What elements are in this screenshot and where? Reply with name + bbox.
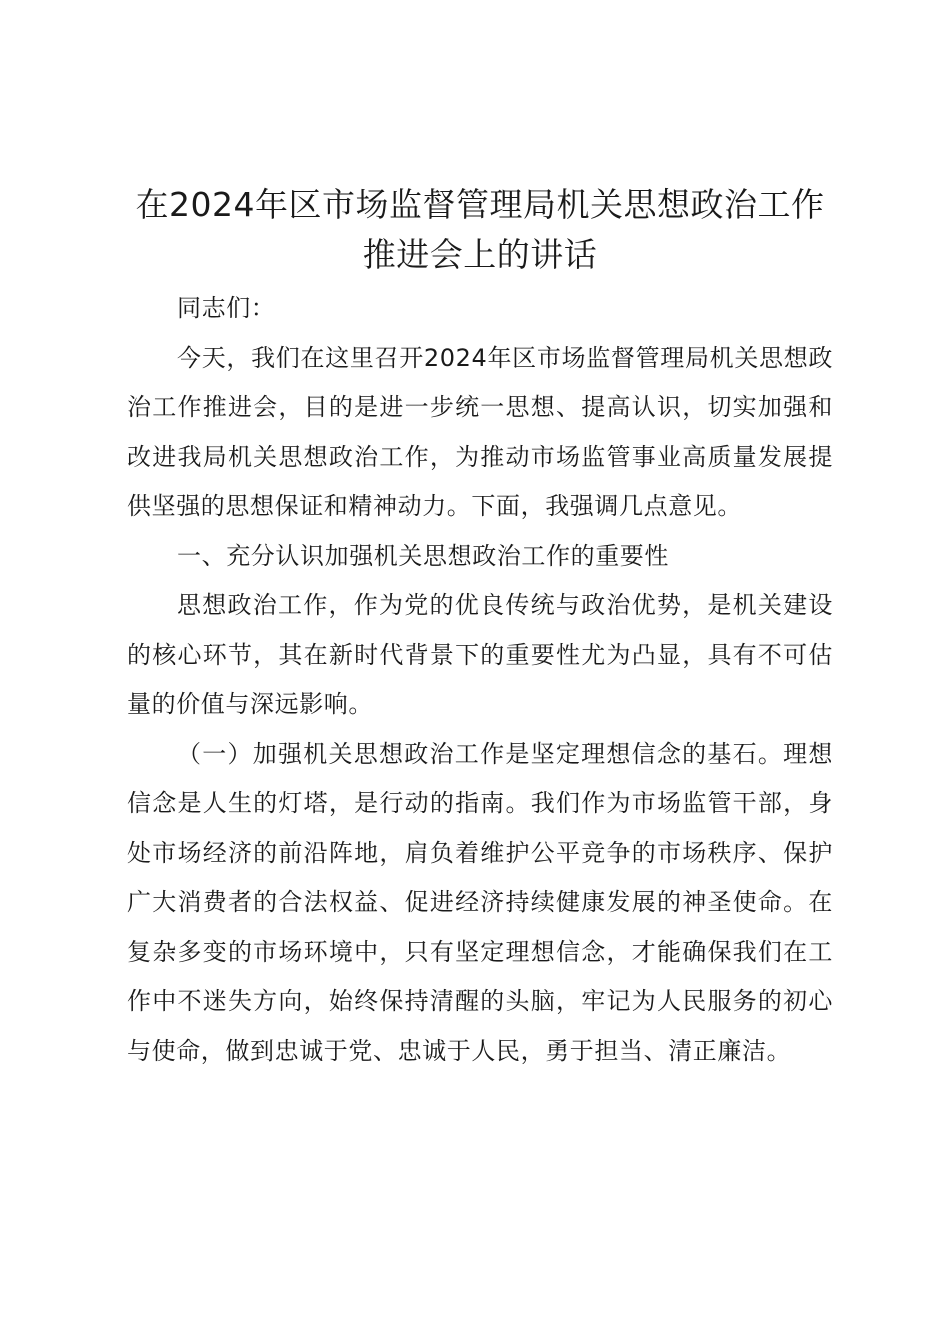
document-page	[127, 180, 833, 1076]
section-heading-1: 一、充分认识加强机关思想政治工作的重要性	[177, 541, 669, 570]
paragraph-intro: 今天，我们在这里召开2024年区市场监督管理局机关思想政治工作推进会，目的是进一步统一思想、提高认识，切实加强和改进我局机关思想政治工作，为推动市场监管事业高质量发展提供坚强的思想保证和精神动力。下面，我强调几点意见。	[127, 343, 833, 520]
paragraph-subsection-1: （一）加强机关思想政治工作是坚定理想信念的基石。理想信念是人生的灯塔，是行动的指南。我们作为市场监管干部，身处市场经济的前沿阵地，肩负着维护公平竞争的市场秩序、保护广大消费者的合法权益、促进经济持续健康发展的神圣使命。在复杂多变的市场环境中，只有坚定理想信念，才能确保我们在工作中不迷失方向，始终保持清醒的头脑，牢记为人民服务的初心与使命，做到忠诚于党、忠诚于人民，勇于担当、清正廉洁。	[127, 739, 833, 1065]
salutation: 同志们：	[177, 294, 276, 322]
paragraph-section-1: 思想政治工作，作为党的优良传统与政治优势，是机关建设的核心环节，其在新时代背景下的重要性尤为凸显，具有不可估量的价值与深远影响。	[127, 591, 833, 718]
document-title: 在2024年区市场监督管理局机关思想政治工作推进会上的讲话	[135, 185, 825, 274]
